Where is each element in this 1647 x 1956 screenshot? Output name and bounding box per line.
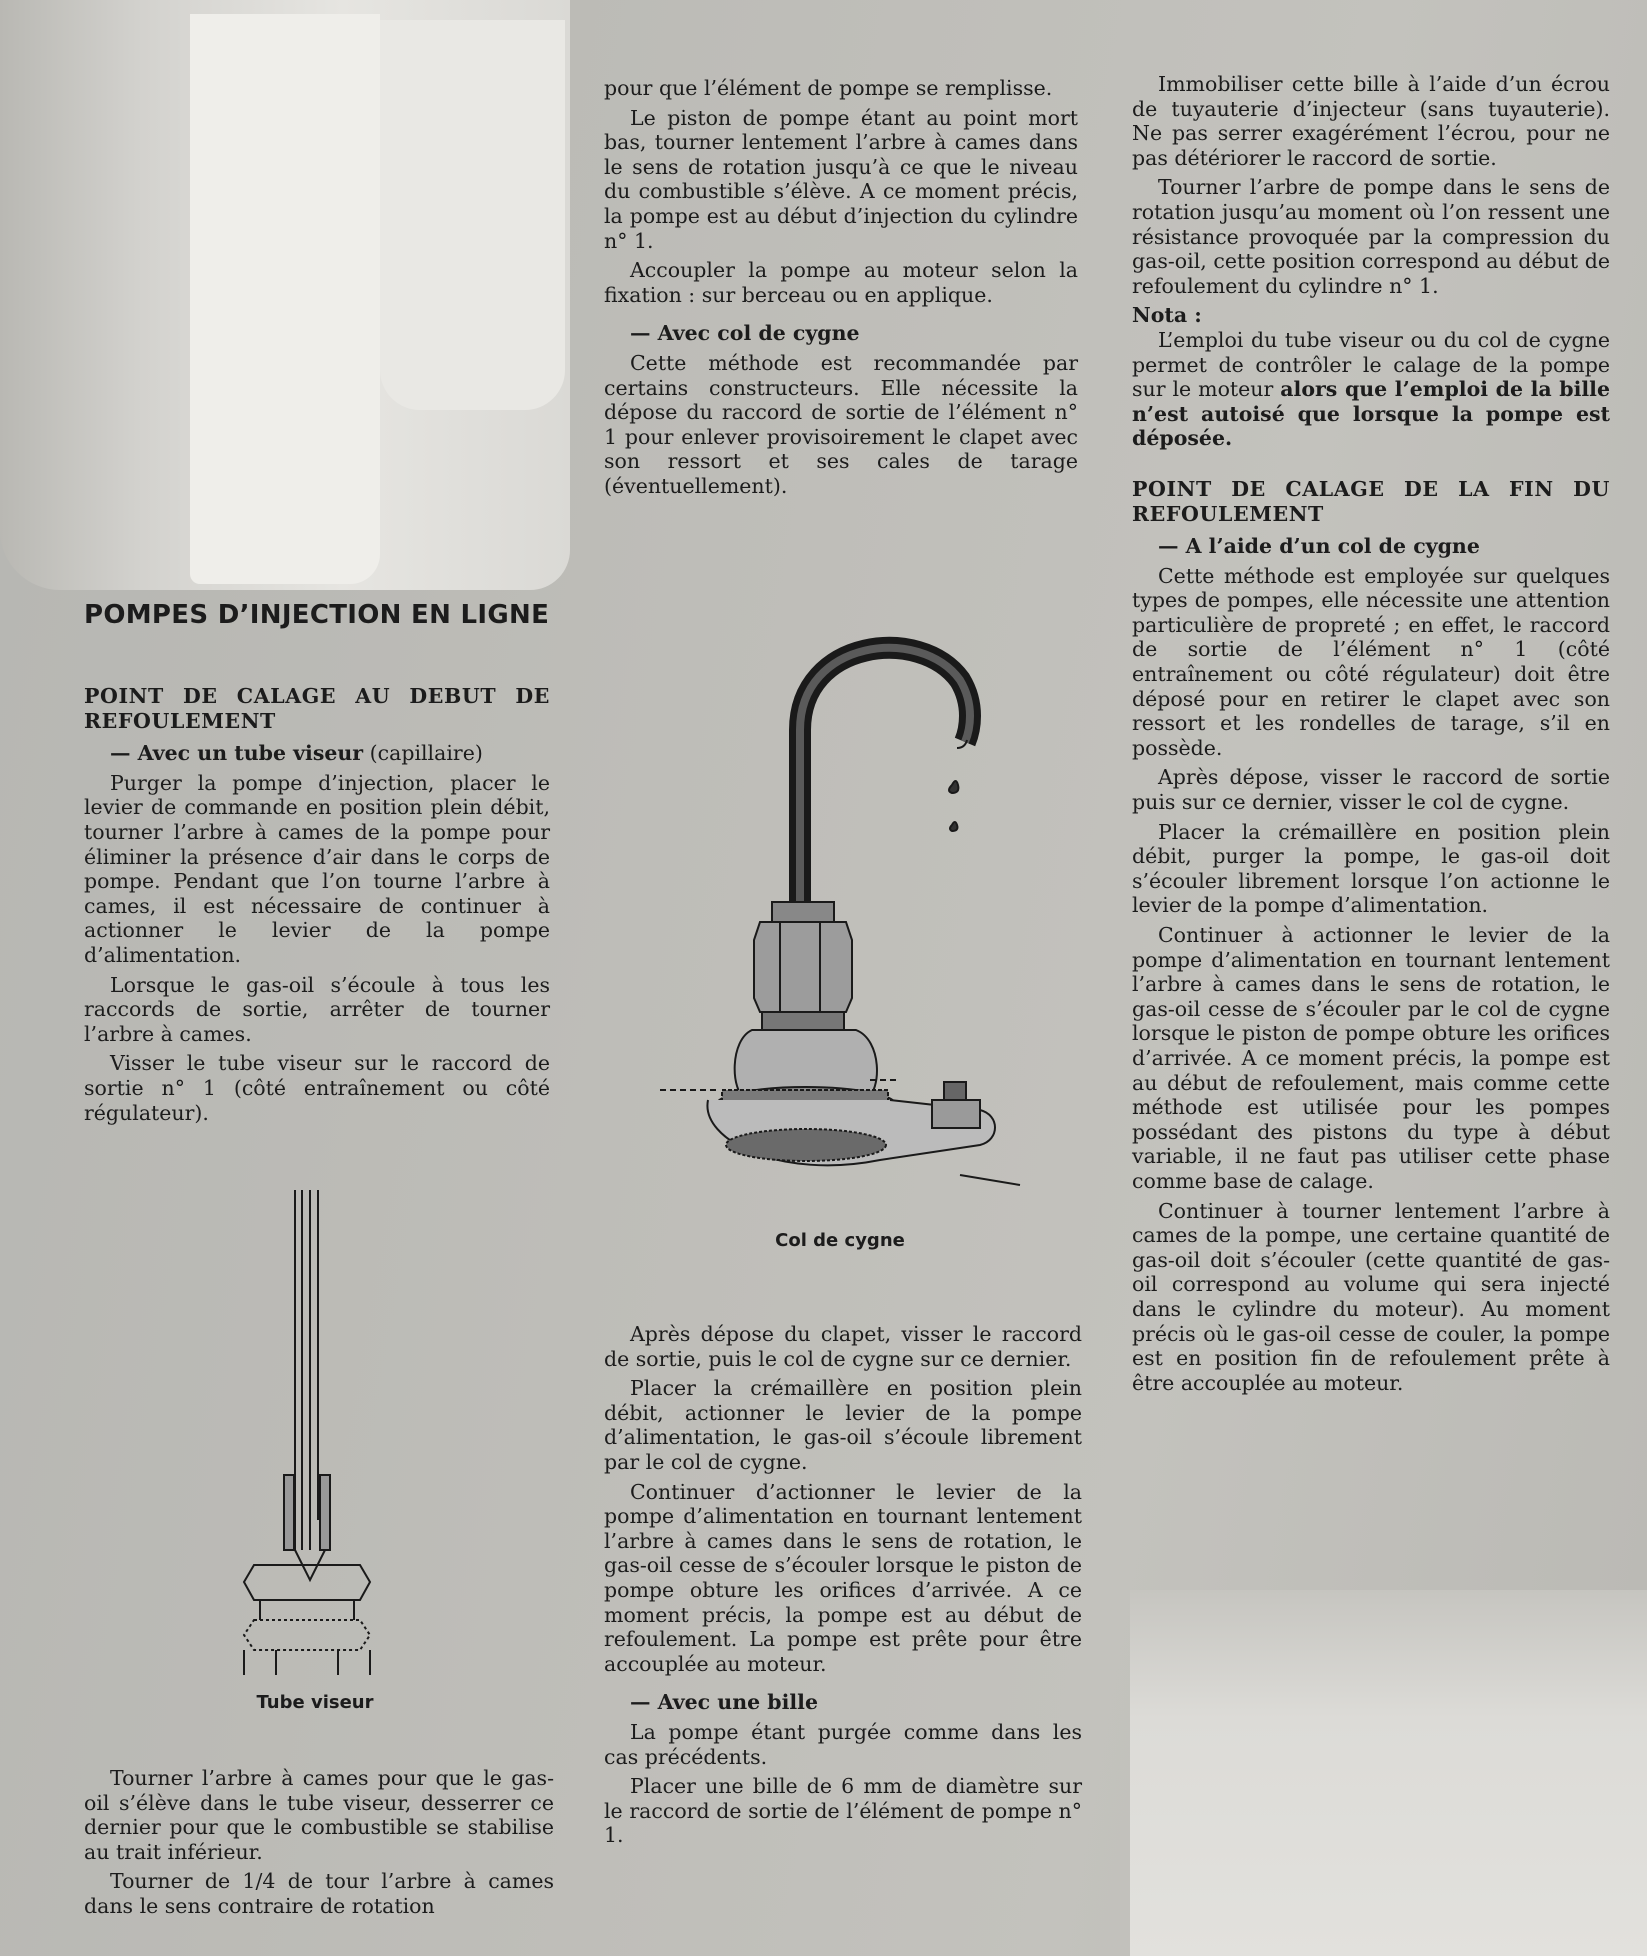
erased-photo-right xyxy=(380,20,565,410)
erased-right-corner xyxy=(1130,1590,1647,1956)
left-para-1: Purger la pompe d’injection, placer le levier de commande en position plein débit, tourner l’arbre à cames de la pompe pour éliminer la présence d’air dans le corps de pompe. Pendant que l’on tourne l’arbre à cames, il est nécessaire de continuer à actionner le levier de la pompe d’alimentation. xyxy=(84,770,550,967)
mid-subheading-bille: — Avec une bille xyxy=(630,1690,819,1715)
mid-para-1: pour que l’élément de pompe se remplisse. xyxy=(604,76,1053,100)
tube-viseur-caption: Tube viseur xyxy=(256,1692,374,1713)
middle-column-bottom xyxy=(604,1322,1082,1853)
right-para-1: Immobiliser cette bille à l’aide d’un écrou de tuyauterie d’injecteur (sans tuyauterie). Ne pas serrer exagérément l’écrou, pour ne pas détériorer le raccord de sortie. xyxy=(1132,72,1610,170)
col-de-cygne-caption: Col de cygne xyxy=(775,1230,905,1251)
right-para-2: Tourner l’arbre de pompe dans le sens de rotation jusqu’au moment où l’on ressent une résistance provoquée par la compression du gas-oil, cette position correspond au début de refoulement du cylindre n° 1. xyxy=(1132,175,1610,298)
left-subheading: — Avec un tube viseur (capillaire) xyxy=(110,741,483,766)
left-heading: POINT DE CALAGE AU DEBUT DE REFOULEMENT xyxy=(84,684,550,733)
right-column xyxy=(1132,72,1610,1400)
section-title: POMPES D’INJECTION EN LIGNE xyxy=(84,600,550,630)
right-heading: POINT DE CALAGE DE LA FIN DU REFOULEMENT xyxy=(1132,476,1610,526)
mid-after-para-3: Continuer d’actionner le levier de la pompe d’alimentation en tournant lentement l’arbre à cames dans le sens de rotation, le gas-oil cesse de s’écouler lorsque le piston de pompe obture les orifices d’arrivée. A ce moment précis, la pompe est au début de refoulement. La pompe est prête pour être accouplée au moteur. xyxy=(604,1479,1082,1676)
mid-bille-para-2: Placer une bille de 6 mm de diamètre sur le raccord de sortie de l’élément de pompe n° 1. xyxy=(604,1774,1082,1848)
left-column xyxy=(84,684,550,1130)
right-subheading: — A l’aide d’un col de cygne xyxy=(1158,534,1480,559)
right-para-4: Après dépose, visser le raccord de sortie puis sur ce dernier, visser le col de cygne. xyxy=(1132,765,1610,815)
middle-column-top xyxy=(604,76,1078,504)
right-para-7: Continuer à tourner lentement l’arbre à cames de la pompe, une certaine quantité de gas-oil doit s’écouler (cette quantité de gas-oil correspond au volume qui sera injecté dans le cylindre du moteur). Au moment précis où le gas-oil cesse de couler, la pompe est en position fin de refoulement prête à être accouplée au moteur. xyxy=(1132,1198,1610,1395)
left-para-2: Lorsque le gas-oil s’écoule à tous les raccords de sortie, arrêter de tourner l’arbre à cames. xyxy=(84,972,550,1046)
tube-viseur-figure xyxy=(240,1190,400,1680)
mid-bille-para-1: La pompe étant purgée comme dans les cas précédents. xyxy=(604,1719,1082,1769)
mid-col-para: Cette méthode est recommandée par certains constructeurs. Elle nécessite la dépose du raccord de sortie de l’élément n° 1 pour enlever provisoirement le clapet avec son ressort et ses cales de tarage (éventuellement). xyxy=(604,350,1078,498)
mid-after-para-2: Placer la crémaillère en position plein débit, actionner le levier de la pompe d’alimentation, le gas-oil s’écoule librement par le col de cygne. xyxy=(604,1376,1082,1474)
mid-para-2: Le piston de pompe étant au point mort bas, tourner lentement l’arbre à cames dans le sens de rotation jusqu’à ce que le niveau du combustible s’élève. A ce moment précis, la pompe est au début d’injection du cylindre n° 1. xyxy=(604,105,1078,253)
nota-para: L’emploi du tube viseur ou du col de cygne permet de contrôler le calage de la pompe sur le moteur alors que l’emploi de la bille n’est autoisé que lorsque la pompe est déposée. xyxy=(1132,327,1610,451)
nota-label: Nota : xyxy=(1132,303,1202,328)
erased-photo-center xyxy=(190,14,380,584)
right-para-5: Placer la crémaillère en position plein débit, purger la pompe, le gas-oil doit s’écouler librement lorsque l’on actionne le levier de la pompe d’alimentation. xyxy=(1132,819,1610,918)
left-bottom-para-2: Tourner de 1/4 de tour l’arbre à cames dans le sens contraire de rotation xyxy=(84,1869,554,1918)
right-para-6: Continuer à actionner le levier de la pompe d’alimentation en tournant lentement l’arbre à cames dans le sens de rotation, le gas-oil cesse de s’écouler par le col de cygne lorsque le piston de pompe obture les orifices d’arrivée. A ce moment précis, la pompe est au début de refoulement, mais comme cette méthode est utilisée pour les pompes possédant des pistons du type à début variable, il ne faut pas utiliser cette phase comme base de calage. xyxy=(1132,923,1610,1193)
right-para-3: Cette méthode est employée sur quelques types de pompes, elle nécessite une attention particulière de propreté ; en effet, le raccord de sortie de l’élément n° 1 (côté entraînement ou côté régulateur) doit être déposé pour en retirer le clapet avec son ressort et les rondelles de tarage, s’il en possède. xyxy=(1132,563,1610,760)
left-bottom xyxy=(84,1766,554,1924)
mid-subheading-col: — Avec col de cygne xyxy=(630,321,860,346)
mid-after-para-1: Après dépose du clapet, visser le raccord de sortie, puis le col de cygne sur ce dernier. xyxy=(604,1322,1082,1371)
left-bottom-para-1: Tourner l’arbre à cames pour que le gas-oil s’élève dans le tube viseur, desserrer ce dernier pour que le combustible se stabilise au trait inférieur. xyxy=(84,1766,554,1864)
col-de-cygne-figure xyxy=(660,620,1040,1200)
left-para-3: Visser le tube viseur sur le raccord de sortie n° 1 (côté entraînement ou côté régulateur). xyxy=(84,1051,550,1125)
mid-para-3: Accoupler la pompe au moteur selon la fixation : sur berceau ou en applique. xyxy=(604,258,1078,307)
